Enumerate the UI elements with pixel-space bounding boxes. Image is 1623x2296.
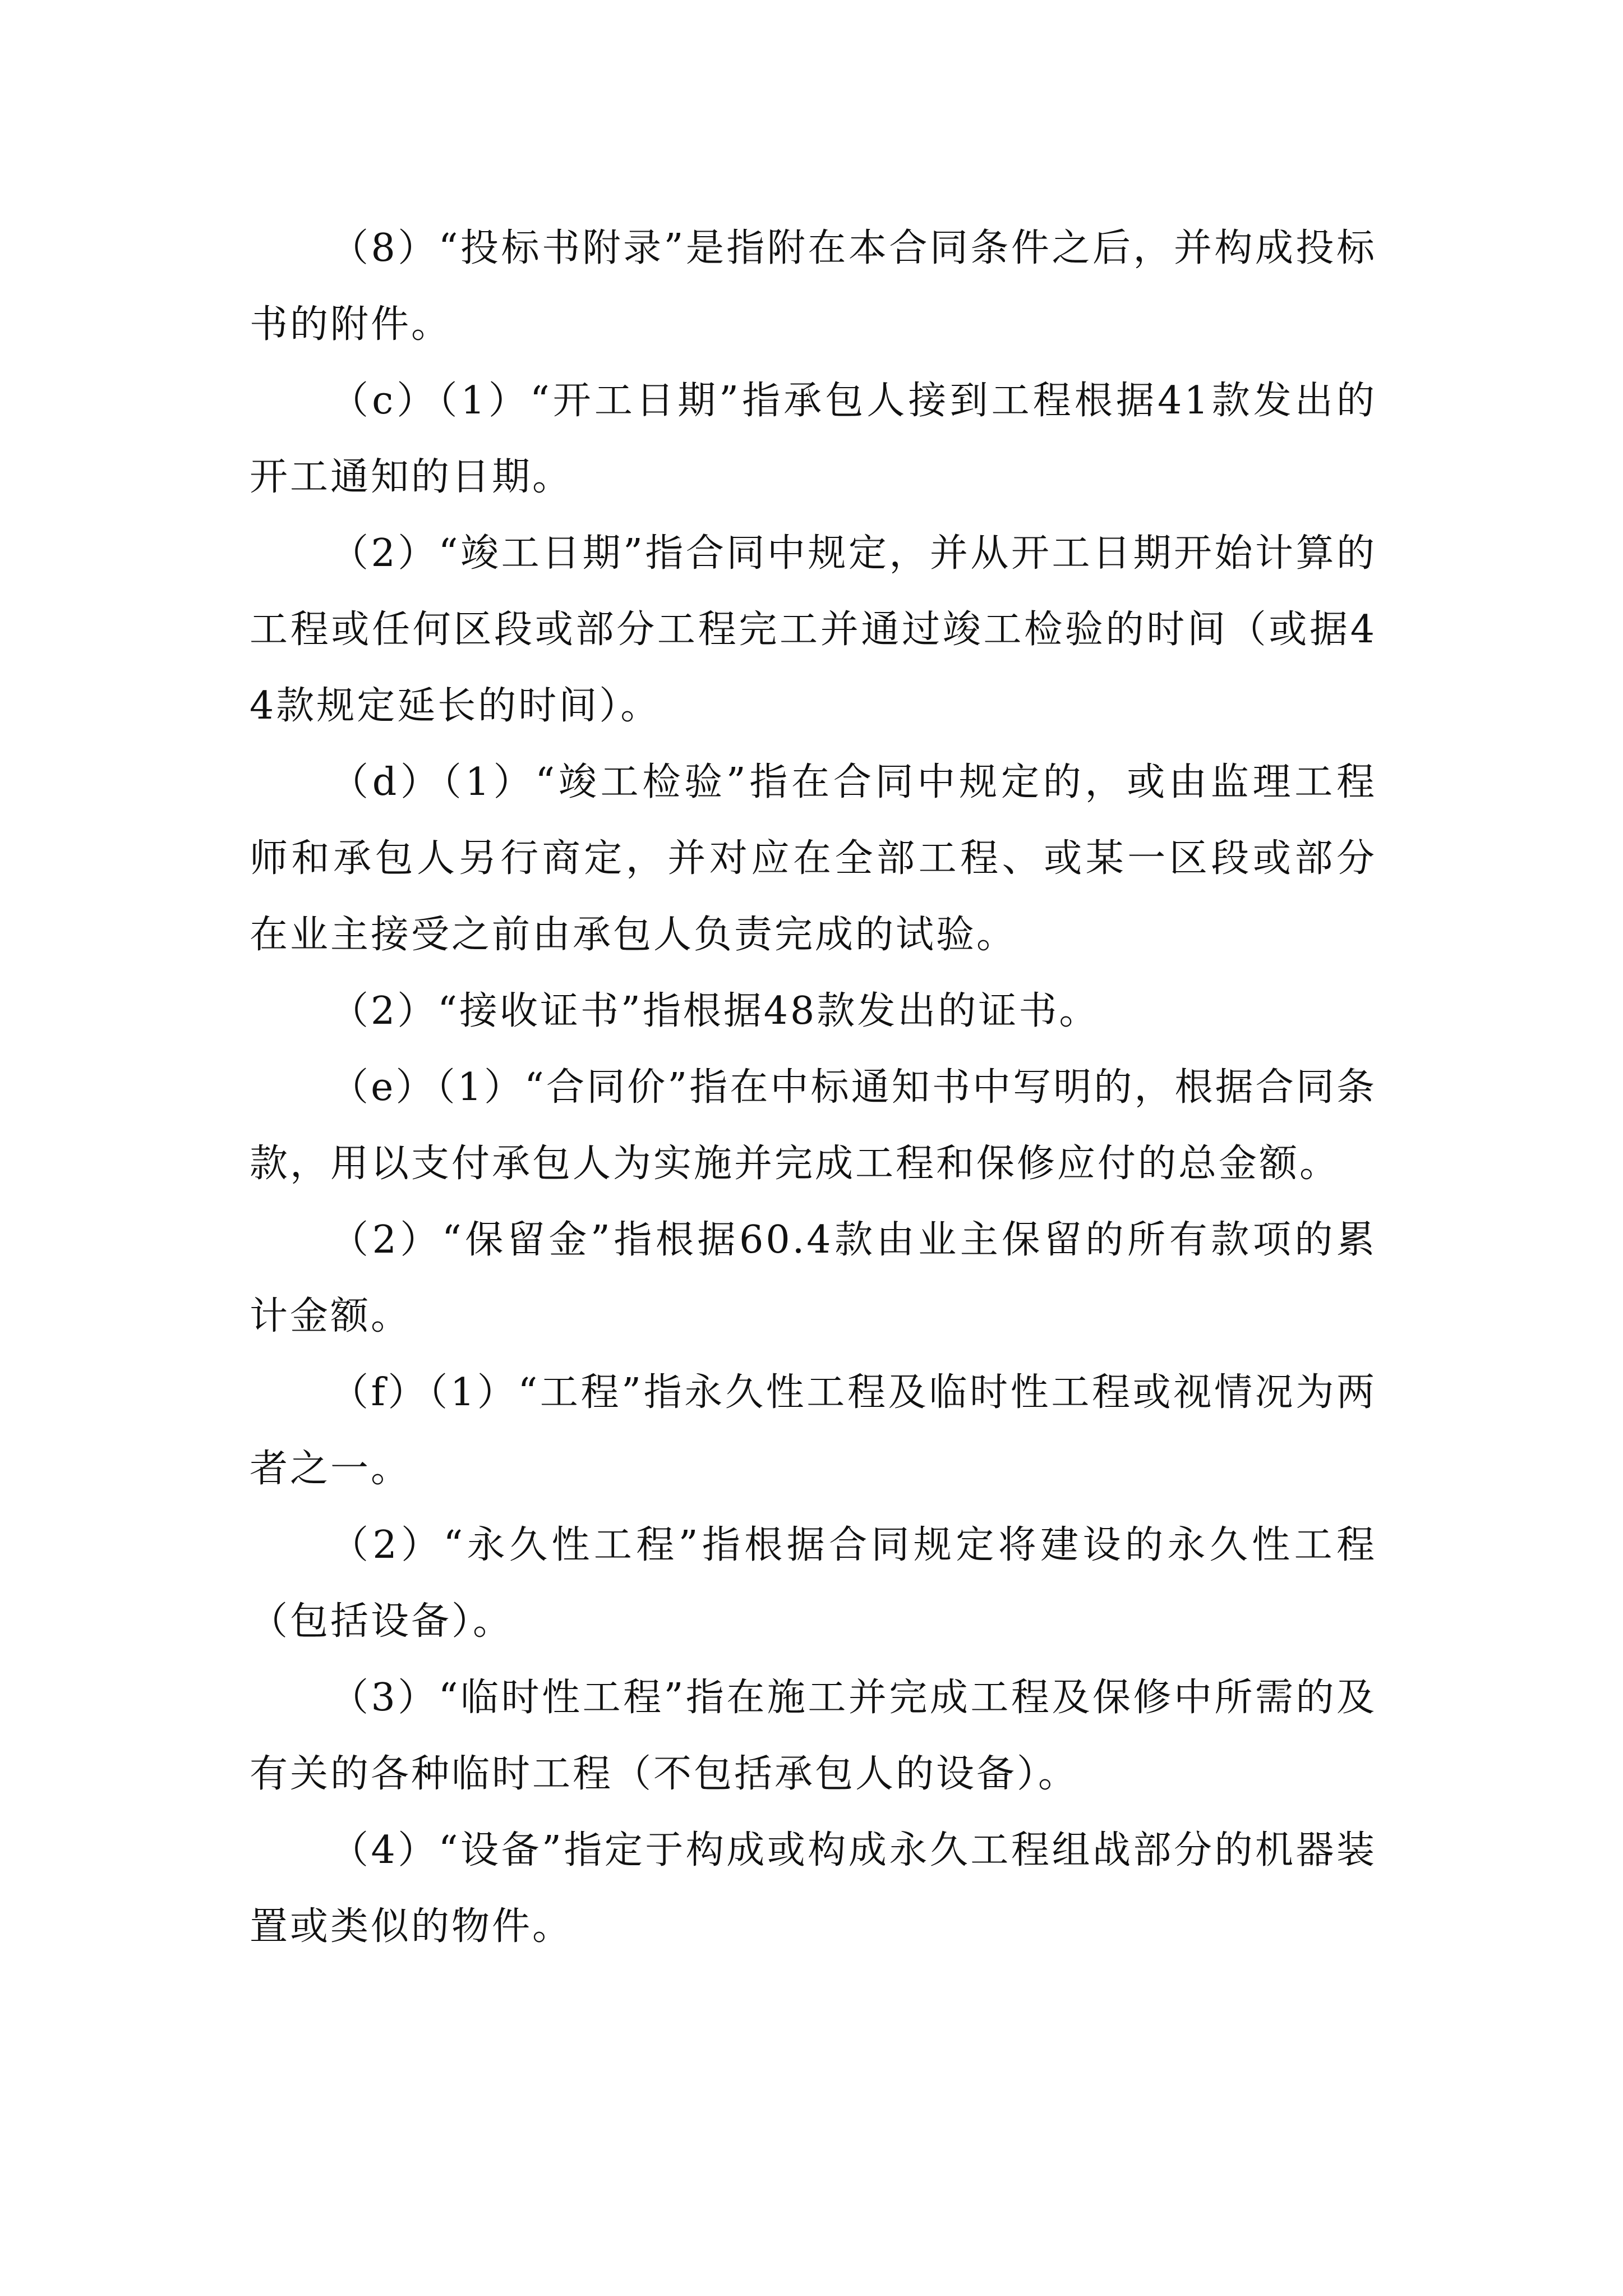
paragraph-commencement-date: （c）（1）“开工日期”指承包人接到工程根据41款发出的开工通知的日期。 xyxy=(250,379,1377,499)
paragraph-contract-price: （e）（1）“合同价”指在中标通知书中写明的，根据合同条款，用以支付承包人为实施并完成工程和保修应付的总金额。 xyxy=(250,1065,1377,1186)
paragraph-permanent-works: （2）“永久性工程”指根据合同规定将建设的永久性工程（包括设备）。 xyxy=(250,1523,1377,1644)
paragraph-taking-over-certificate: （2）“接收证书”指根据48款发出的证书。 xyxy=(330,989,1100,1033)
paragraph-completion-date: （2）“竣工日期”指合同中规定，并从开工日期开始计算的工程或任何区段或部分工程完工并通过竣工检验的时间（或据44款规定延长的时间）。 xyxy=(250,531,1377,728)
paragraph-temporary-works: （3）“临时性工程”指在施工并完成工程及保修中所需的及有关的各种临时工程（不包括承包人的设备）。 xyxy=(250,1676,1377,1796)
paragraph-retention-money: （2）“保留金”指根据60.4款由业主保留的所有款项的累计金额。 xyxy=(250,1218,1377,1338)
paragraph-plant: （4）“设备”指定于构成或构成永久工程组战部分的机器装置或类似的物件。 xyxy=(250,1828,1377,1949)
document-body xyxy=(250,210,1377,1965)
paragraph-completion-tests: （d）（1）“竣工检验”指在合同中规定的，或由监理工程师和承包人另行商定，并对应在全部工程、或某一区段或部分在业主接受之前由承包人负责完成的试验。 xyxy=(250,760,1377,957)
paragraph-tender-appendix: （8）“投标书附录”是指附在本合同条件之后，并构成投标书的附件。 xyxy=(250,226,1377,347)
paragraph-works: （f）（1）“工程”指永久性工程及临时性工程或视情况为两者之一。 xyxy=(250,1370,1377,1491)
